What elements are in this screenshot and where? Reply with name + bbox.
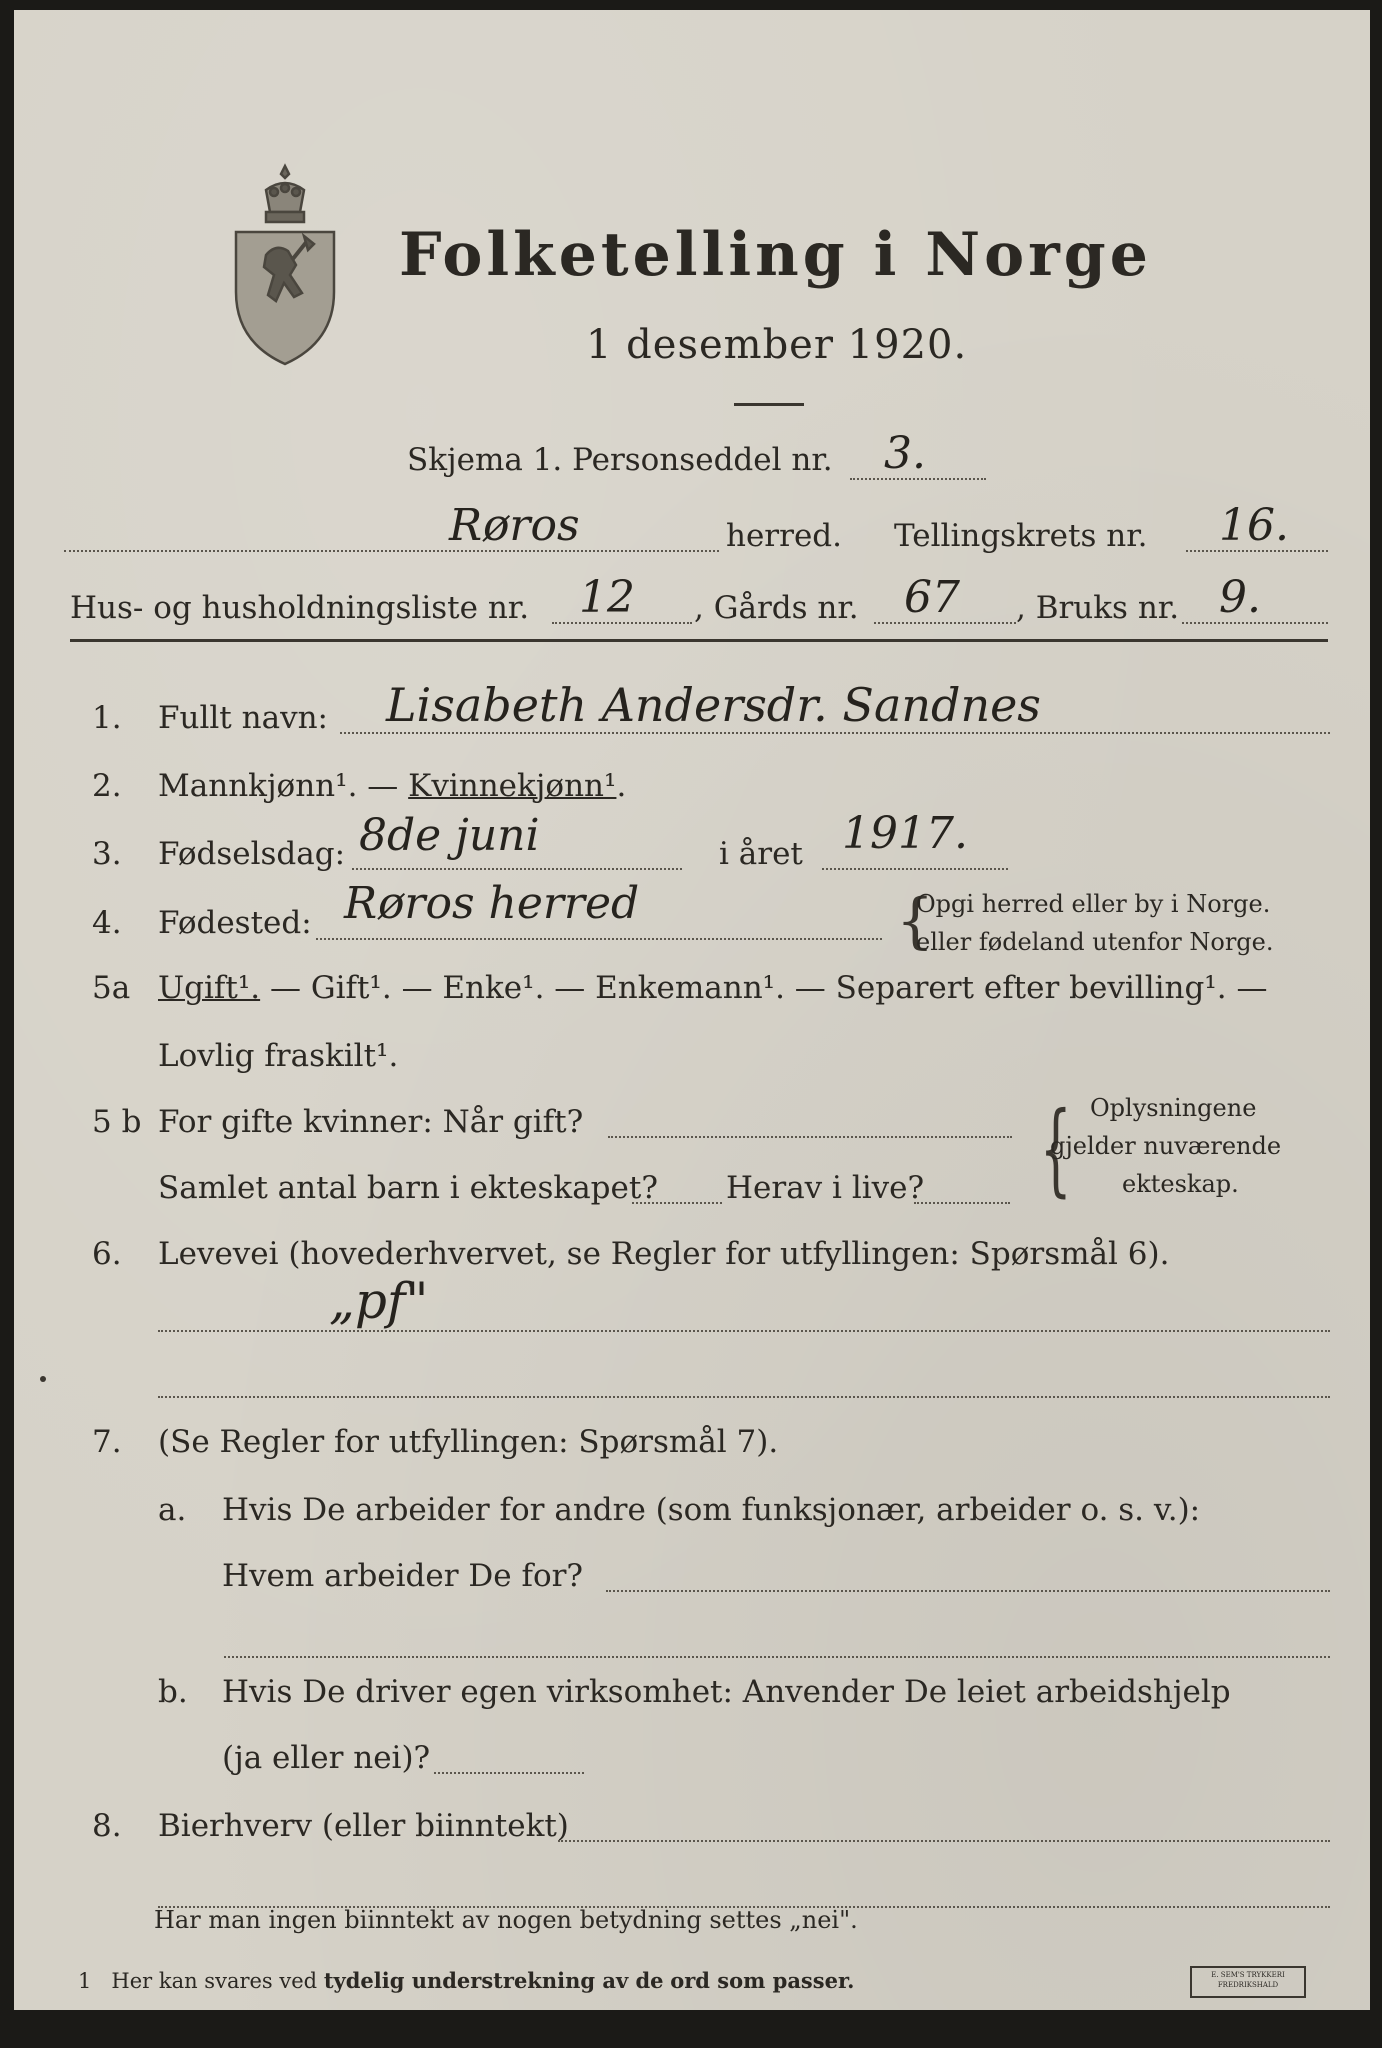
husliste-value: 12 [579,572,635,623]
husliste-label: Hus- og husholdningsliste nr. [70,590,530,626]
occupation-value: „pf" [329,1272,429,1330]
title-divider [734,403,804,406]
birthplace-label: Fødested: [158,905,312,941]
birth-year-label: i året [719,836,803,872]
full-name-label: Fullt navn: [158,700,328,736]
occupation-label: Levevei (hovederhvervet, se Regler for utfyllingen: Spørsmål 6). [158,1236,1170,1272]
footnote-text-bold: tydelig understrekning av de [323,1968,664,1993]
footnote-text-start: Her kan svares ved [111,1969,318,1993]
employer-field-1 [606,1590,1330,1592]
form-title: Folketelling i Norge [399,220,1152,290]
employer-label: Hvem arbeider De for? [222,1558,584,1594]
unmarried-option-underlined: Ugift¹. [158,970,261,1006]
sex-end: . [616,768,627,804]
q7b-question: Hvis De driver egen virksomhet: Anvender De leiet arbeidshjelp [222,1674,1231,1710]
q7b-letter: b. [158,1674,188,1710]
gards-label: , Gårds nr. [694,590,859,626]
employer-field-2 [224,1656,1330,1658]
schema-number-value: 3. [884,428,926,479]
birthday-field [352,868,682,870]
birthplace-note-brace: { [896,886,935,956]
bruks-label: , Bruks nr. [1016,590,1180,626]
birthplace-note-2: eller fødeland utenfor Norge. [916,928,1274,956]
full-name-field [340,732,1330,734]
side-income-field-1 [558,1840,1330,1842]
sex-options [158,768,626,804]
side-income-note: Har man ingen biinntekt av nogen betydning settes „nei". [154,1906,858,1934]
q8-number: 8. [92,1808,122,1844]
printer-stamp [1190,1966,1306,1998]
herred-field [64,550,719,552]
sex-separator: — [367,768,399,804]
marriage-note-3: ekteskap. [1122,1170,1239,1198]
female-option-underlined: Kvinnekjønn¹ [408,768,617,804]
hired-help-field [434,1772,584,1774]
q5a-number: 5a [92,970,131,1006]
herred-value: Røros [449,500,580,551]
tellingskrets-value: 16. [1219,500,1289,551]
bruks-value: 9. [1219,572,1261,623]
q7-number: 7. [92,1424,122,1460]
printer-stamp-line-1: E. SEM'S TRYKKERI [1211,1971,1285,1979]
q4-number: 4. [92,905,122,941]
divorced-option: Lovlig fraskilt¹. [158,1038,399,1074]
marriage-note-brace: { [1039,1090,1072,1207]
children-alive-field [914,1202,1010,1204]
married-when-field [608,1136,1012,1138]
q7a-letter: a. [158,1492,187,1528]
birth-year-value: 1917. [842,808,968,859]
marital-status-options [158,970,1267,1006]
side-income-label: Bierhverv (eller biinntekt) [158,1808,569,1844]
married-when-label: For gifte kvinner: Når gift? [158,1104,584,1140]
q1-number: 1. [92,700,122,736]
norway-coat-of-arms-icon [226,160,344,370]
q2-number: 2. [92,768,122,804]
children-total-label: Samlet antal barn i ekteskapet? [158,1170,658,1206]
q7-label: (Se Regler for utfyllingen: Spørsmål 7). [158,1424,779,1460]
q5b-number: 5 b [92,1104,142,1140]
herred-label: herred. [726,518,842,554]
birthday-label: Fødselsdag: [158,836,346,872]
marriage-note-1: Oplysningene [1090,1094,1257,1122]
birth-year-field [822,868,1008,870]
q6-number: 6. [92,1236,122,1272]
census-form-sheet [14,10,1370,2010]
birthplace-note-1: Opgi herred eller by i Norge. [916,890,1271,918]
children-alive-label: Herav i live? [726,1170,925,1206]
birthplace-field [316,938,882,940]
marital-other-options: — Gift¹. — Enke¹. — Enkemann¹. — Separert efter bevilling¹. — [269,970,1268,1006]
footnote-marker: 1 [78,1969,92,1993]
form-date: 1 desember 1920. [586,322,968,368]
header-rule [70,639,1328,642]
q3-number: 3. [92,836,122,872]
footnote [78,1968,854,1993]
children-total-field [632,1202,722,1204]
marriage-note-2: gjelder nuværende [1050,1132,1282,1160]
occupation-field-2 [158,1396,1330,1398]
occupation-field-1 [158,1330,1330,1332]
gards-value: 67 [904,572,960,623]
q7a-question: Hvis De arbeider for andre (som funksjonær, arbeider o. s. v.): [222,1492,1201,1528]
full-name-value: Lisabeth Andersdr. Sandnes [386,678,1041,732]
hired-help-label: (ja eller nei)? [222,1740,431,1776]
footnote-text-end: ord som passer. [670,1968,855,1993]
male-option: Mannkjønn¹. [158,768,358,804]
tellingskrets-label: Tellingskrets nr. [894,518,1148,554]
birthday-value: 8de juni [359,810,540,861]
birthplace-value: Røros herred [344,878,640,929]
printer-stamp-line-2: FREDRIKSHALD [1217,1981,1279,1989]
ink-spot [40,1376,46,1382]
schema-label: Skjema 1. Personseddel nr. [407,442,833,478]
